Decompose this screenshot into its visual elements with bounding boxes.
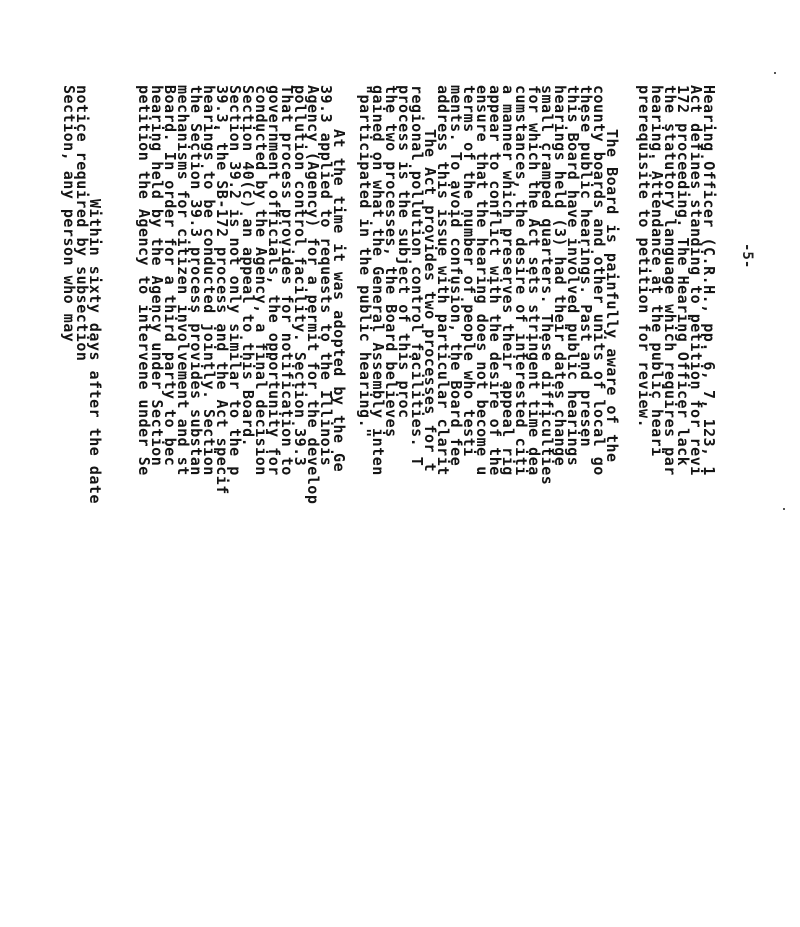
- text-line: regional pollution control facilities. T: [408, 85, 426, 467]
- text-line: address this issue with particular clarit: [434, 85, 452, 476]
- text-line: hearings to be conducted jointly. Section: [200, 85, 218, 476]
- text-line: Board. In order for a third party to bec: [161, 85, 179, 467]
- text-line: ensure that the hearing does not become u: [473, 85, 491, 476]
- text-line: Within sixty days after the date: [86, 199, 104, 504]
- text-line: The Board is painfully aware of the: [603, 129, 621, 463]
- text-line: pollution control facility. Section 39.3: [291, 85, 309, 467]
- text-line: the two processes, the Board believes: [382, 85, 400, 448]
- text-line: 39.3 applied to requests to the Illinois: [317, 85, 335, 467]
- text-line: Section, any person who may: [60, 85, 78, 343]
- text-line: 172 proceeding. The Hearing Officer lack: [674, 85, 692, 467]
- text-line: terms of the number of people who testi: [460, 85, 478, 457]
- text-line: for which the Act sets stringent time dea: [525, 85, 543, 476]
- text-line: 39.3, the SB-172 process and the Act specif: [213, 85, 231, 495]
- text-line: The Act provides two processes for t: [421, 129, 439, 473]
- text-line: hearings held (3) had their dates change: [551, 85, 569, 467]
- text-line: appear to conflict with the desire of the: [486, 85, 504, 476]
- text-line: process is the subject of this proc: [395, 85, 413, 419]
- text-line: the statutory language which requires par: [661, 85, 679, 476]
- text-line: small cramped quarters. These difficulties: [538, 85, 556, 486]
- text-line: "participated in the public hearing.": [356, 85, 374, 438]
- text-line: gained on what the General Assembly inten: [369, 85, 387, 476]
- text-line: prerequisite to petition for review.: [635, 85, 653, 429]
- text-line: county boards and other units of local go: [590, 85, 608, 476]
- text-line: ments. To avoid confusion, the Board fee: [447, 85, 465, 467]
- text-line: the Section 39.3 process provides substan: [187, 85, 205, 476]
- text-line: a manner which preserves their appeal rig: [499, 85, 517, 476]
- text-line: Act defines standing to petition for revi: [687, 85, 705, 476]
- text-line: government officials, the opportunity for: [265, 85, 283, 476]
- text-line: mechanisms for citizen involvement and st: [174, 85, 192, 476]
- text-line: Section 39.2 is not only similar to the p: [226, 85, 244, 476]
- text-line: hearing. Attendance at the public heari: [648, 85, 666, 457]
- text-line: notice required by subsection: [73, 85, 91, 362]
- page-number: -5-: [739, 243, 755, 269]
- scan-speck: [783, 508, 785, 510]
- text-line: this Board have involved public hearings: [564, 85, 582, 467]
- text-line: these public hearings. Past and presen: [577, 85, 595, 448]
- text-line: Section 40(c) an appeal to this Board.: [239, 85, 257, 448]
- text-line: Hearing Officer (C.R.H., pp. 6, 7, 123, 1: [700, 85, 718, 476]
- text-line: That process provides for notification to: [278, 85, 296, 476]
- text-line: cumstances, the desire of interested citi: [512, 85, 530, 476]
- text-line: conducted by the Agency, a final decision: [252, 85, 270, 476]
- text-line: At the time it was adopted by the Ge: [330, 129, 348, 473]
- text-line: hearing held by the Agency under Section: [148, 85, 166, 467]
- scan-speck: [774, 72, 776, 74]
- text-line: petition the Agency to intervene under Se: [135, 85, 153, 476]
- text-line: Agency (Agency) for a permit for the develop: [304, 85, 322, 505]
